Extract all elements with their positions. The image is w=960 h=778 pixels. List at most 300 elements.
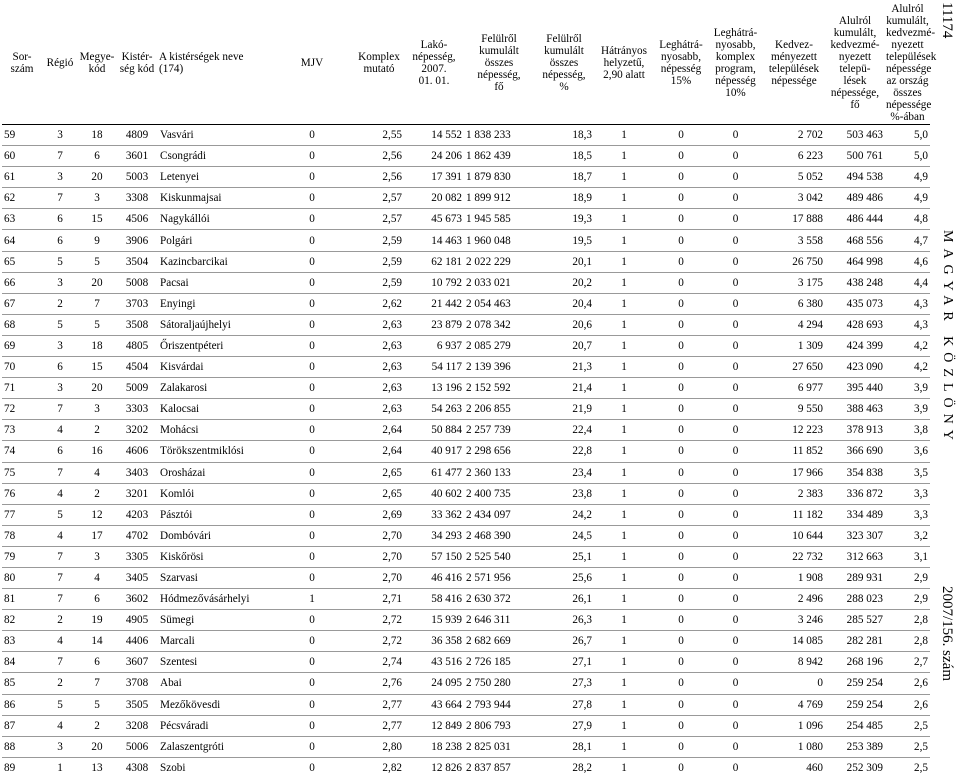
table-cell: 268 196 — [825, 652, 885, 673]
table-cell: 334 489 — [825, 504, 885, 525]
table-cell: 73 — [2, 420, 42, 441]
table-cell: 54 263 — [404, 399, 464, 420]
table-cell: 388 463 — [825, 399, 885, 420]
table-cell: Szobi — [160, 761, 186, 774]
table-row — [2, 251, 930, 272]
table-cell: 7 — [78, 293, 116, 314]
table-cell: 0 — [654, 567, 708, 588]
table-cell: 6 — [78, 652, 116, 673]
table-cell: 2,76 — [354, 673, 404, 694]
table-cell: 20 — [78, 736, 116, 757]
table-cell: 2 — [42, 610, 78, 631]
table-cell: 5009 — [116, 378, 158, 399]
table-cell: 486 444 — [825, 209, 885, 230]
table-row — [2, 230, 930, 251]
table-cell: 2,59 — [354, 230, 404, 251]
table-cell: 0 — [270, 272, 354, 293]
table-cell: 5 052 — [763, 167, 825, 188]
table-cell: Zalaszentgróti — [158, 736, 270, 757]
table-cell: 1 096 — [763, 715, 825, 736]
table-cell: 57 150 — [404, 546, 464, 567]
table-cell: 285 527 — [825, 610, 885, 631]
table-cell: 4,3 — [885, 293, 930, 314]
table-cell: 89 — [4, 761, 16, 774]
table-row — [2, 631, 930, 652]
table-row — [2, 483, 930, 504]
table-cell: 423 090 — [825, 357, 885, 378]
table-cell: 3 175 — [763, 272, 825, 293]
table-cell: 86 — [2, 694, 42, 715]
table-cell: 2 — [42, 293, 78, 314]
table-row — [2, 209, 930, 230]
table-cell: 500 761 — [825, 146, 885, 167]
table-cell: Marcali — [158, 631, 270, 652]
table-cell: 0 — [654, 525, 708, 546]
table-cell: 0 — [708, 441, 763, 462]
table-row — [2, 546, 930, 567]
table-cell: 3 — [78, 546, 116, 567]
table-cell: 0 — [654, 610, 708, 631]
table-cell: 21,9 — [534, 399, 594, 420]
table-cell: 14 — [78, 631, 116, 652]
column-header: Alulról kumulált, kedvezmé- nyezett települések népessége az ország összes népessége %-ában — [886, 3, 937, 123]
table-cell: 2 298 656 — [464, 441, 534, 462]
table-cell: Letenyei — [158, 167, 270, 188]
table-cell: 0 — [708, 694, 763, 715]
table-cell: 18 238 — [404, 736, 464, 757]
table-cell: 0 — [654, 462, 708, 483]
table-row — [2, 673, 930, 694]
table-cell: 0 — [708, 420, 763, 441]
table-cell: 12 223 — [763, 420, 825, 441]
table-cell: 7 — [42, 652, 78, 673]
table-cell: Csongrádi — [158, 146, 270, 167]
table-cell: 11 852 — [763, 441, 825, 462]
table-cell: 0 — [763, 673, 825, 694]
table-cell: 12 826 — [431, 761, 462, 774]
table-cell: 27,9 — [534, 715, 594, 736]
table-row — [2, 314, 930, 335]
table-cell: 24,2 — [534, 504, 594, 525]
table-cell: 438 248 — [825, 272, 885, 293]
issue-number: 2007/156. szám — [939, 586, 955, 681]
table-cell: 4 769 — [763, 694, 825, 715]
table-cell: 6 — [78, 589, 116, 610]
table-cell: 2,8 — [885, 631, 930, 652]
table-cell: 0 — [270, 167, 354, 188]
table-row — [2, 357, 930, 378]
table-cell: 3 042 — [763, 188, 825, 209]
table-cell: 0 — [708, 251, 763, 272]
table-row — [2, 504, 930, 525]
table-cell: 26,1 — [534, 589, 594, 610]
table-cell: 1 — [594, 589, 654, 610]
table-cell: 2,70 — [354, 567, 404, 588]
table-cell: 3,5 — [885, 462, 930, 483]
table-cell: 9 — [78, 230, 116, 251]
table-cell: 3703 — [116, 293, 158, 314]
table-cell: 2,55 — [354, 125, 404, 146]
table-cell: 21,4 — [534, 378, 594, 399]
table-cell: 1 — [594, 251, 654, 272]
table-cell: 3505 — [116, 694, 158, 715]
table-cell: 6 223 — [763, 146, 825, 167]
table-cell: 2 054 463 — [464, 293, 534, 314]
table-cell: 0 — [708, 525, 763, 546]
table-cell: 0 — [270, 504, 354, 525]
table-cell: Mezőkövesdi — [158, 694, 270, 715]
table-cell: 4905 — [116, 610, 158, 631]
table-cell: 27,1 — [534, 652, 594, 673]
table-cell: 2,5 — [885, 715, 930, 736]
table-cell: 50 884 — [404, 420, 464, 441]
table-cell: 4 — [42, 483, 78, 504]
table-cell: 2 646 311 — [464, 610, 534, 631]
table-cell: 5 — [42, 504, 78, 525]
table-cell: 1 — [594, 357, 654, 378]
table-cell: 43 664 — [404, 694, 464, 715]
table-cell: 0 — [654, 673, 708, 694]
table-cell: 3 246 — [763, 610, 825, 631]
table-cell: 3 — [42, 736, 78, 757]
table-cell: 0 — [708, 399, 763, 420]
table-cell: 24 206 — [404, 146, 464, 167]
table-cell: 20 — [78, 378, 116, 399]
table-row — [2, 567, 930, 588]
column-header: Leghátrá- nyosabb, népesség 15% — [654, 2, 708, 125]
table-cell: 2 022 229 — [464, 251, 534, 272]
table-cell: 23,8 — [534, 483, 594, 504]
table-cell: 2,59 — [354, 251, 404, 272]
table-cell: 1 — [594, 230, 654, 251]
table-cell: 28,2 — [572, 761, 592, 774]
table-cell: 72 — [2, 399, 42, 420]
table-cell: 0 — [708, 167, 763, 188]
table-cell: 18,9 — [534, 188, 594, 209]
table-cell: 0 — [270, 357, 354, 378]
table-cell: 1 — [594, 272, 654, 293]
table-cell: 3508 — [116, 314, 158, 335]
table-cell: 0 — [270, 462, 354, 483]
table-cell: 0 — [270, 230, 354, 251]
table-cell: 5,0 — [885, 125, 930, 146]
table-cell: 19,5 — [534, 230, 594, 251]
table-cell: 67 — [2, 293, 42, 314]
table-cell: 3208 — [116, 715, 158, 736]
table-cell: 1 — [594, 378, 654, 399]
table-cell: 0 — [270, 673, 354, 694]
table-cell: 85 — [2, 673, 42, 694]
table-cell: 7 — [42, 399, 78, 420]
table-cell: 494 538 — [825, 167, 885, 188]
table-cell: 20,4 — [534, 293, 594, 314]
table-cell: 3,9 — [885, 378, 930, 399]
table-cell: 15 — [78, 209, 116, 230]
table-cell: 15 — [78, 357, 116, 378]
table-row — [2, 188, 930, 209]
table-cell: 2 139 396 — [464, 357, 534, 378]
table-cell: 0 — [708, 504, 763, 525]
table-cell: 2,80 — [354, 736, 404, 757]
table-cell: 2 837 857 — [466, 761, 511, 774]
table-cell: 0 — [654, 125, 708, 146]
table-cell: 0 — [708, 335, 763, 356]
table-cell: 4 — [78, 462, 116, 483]
table-cell: 0 — [270, 610, 354, 631]
table-row — [2, 589, 930, 610]
table-cell: 3 558 — [763, 230, 825, 251]
table-cell: 2,77 — [354, 694, 404, 715]
table-cell: 26,7 — [534, 631, 594, 652]
table-cell: 26,3 — [534, 610, 594, 631]
table-cell: 289 931 — [825, 567, 885, 588]
table-cell: 22,4 — [534, 420, 594, 441]
table-row — [2, 462, 930, 483]
table-cell: 0 — [654, 715, 708, 736]
table-cell: Zalakarosi — [158, 378, 270, 399]
publication-title: MAGYAR KÖZLÖNY — [940, 230, 955, 446]
table-cell: 0 — [270, 293, 354, 314]
column-header: Megye- kód — [78, 2, 116, 125]
table-cell: 68 — [2, 314, 42, 335]
table-cell: 28,1 — [534, 736, 594, 757]
table-cell: 464 998 — [825, 251, 885, 272]
table-cell: 0 — [708, 188, 763, 209]
table-cell: 24,5 — [534, 525, 594, 546]
table-cell: 3601 — [116, 146, 158, 167]
column-header: Régió — [42, 2, 78, 125]
table-cell: 1 879 830 — [464, 167, 534, 188]
table-cell: 4203 — [116, 504, 158, 525]
table-cell: 1 945 585 — [464, 209, 534, 230]
table-cell: 0 — [654, 399, 708, 420]
table-cell: 0 — [270, 546, 354, 567]
table-cell: 0 — [708, 631, 763, 652]
table-cell: 0 — [678, 761, 684, 774]
table-cell: 4,8 — [885, 209, 930, 230]
table-cell: 0 — [708, 293, 763, 314]
table-body — [2, 125, 930, 778]
table-cell: Mohácsi — [158, 420, 270, 441]
table-cell: 36 358 — [404, 631, 464, 652]
page-number: 11174 — [939, 2, 955, 39]
table-cell: 10 792 — [404, 272, 464, 293]
table-cell: 18,7 — [534, 167, 594, 188]
table-cell: 2,63 — [354, 399, 404, 420]
table-cell: 252 309 — [846, 761, 883, 774]
table-cell: 3,1 — [885, 546, 930, 567]
table-cell: 46 416 — [404, 567, 464, 588]
table-cell: 83 — [2, 631, 42, 652]
table-row — [2, 736, 930, 757]
table-row — [2, 335, 930, 356]
table-cell: 0 — [654, 335, 708, 356]
table-cell: 12 — [78, 504, 116, 525]
table-cell: 0 — [270, 146, 354, 167]
table-cell: 0 — [270, 209, 354, 230]
table-cell: Pásztói — [158, 504, 270, 525]
table-cell: 21,3 — [534, 357, 594, 378]
table-cell: 4 — [78, 567, 116, 588]
table-cell: 0 — [708, 357, 763, 378]
table-cell: 0 — [654, 378, 708, 399]
table-cell: 34 293 — [404, 525, 464, 546]
table-cell: 254 485 — [825, 715, 885, 736]
table-cell: 0 — [708, 314, 763, 335]
table-row — [2, 167, 930, 188]
table-cell: 33 362 — [404, 504, 464, 525]
table-cell: 0 — [270, 652, 354, 673]
table-cell: 79 — [2, 546, 42, 567]
table-cell: 10 644 — [763, 525, 825, 546]
table-cell: 3 — [78, 399, 116, 420]
column-header: Felülről kumulált összes népesség, % — [534, 2, 594, 125]
table-cell: 0 — [654, 146, 708, 167]
table-cell: 323 307 — [825, 525, 885, 546]
table-cell: Hódmezővásárhelyi — [158, 589, 270, 610]
table-cell: 1 — [594, 188, 654, 209]
table-cell: 14 552 — [404, 125, 464, 146]
table-cell: 0 — [708, 272, 763, 293]
table-row — [2, 399, 930, 420]
table-cell: 0 — [654, 631, 708, 652]
table-cell: 19 — [78, 610, 116, 631]
table-cell: 2 078 342 — [464, 314, 534, 335]
table-cell: 2 — [78, 420, 116, 441]
table-cell: Polgári — [158, 230, 270, 251]
table-cell: 2,59 — [354, 272, 404, 293]
table-cell: 2 630 372 — [464, 589, 534, 610]
table-cell: 2 — [78, 715, 116, 736]
table-cell: 18,3 — [534, 125, 594, 146]
table-cell: 2 750 280 — [464, 673, 534, 694]
table-cell: 0 — [654, 357, 708, 378]
table-cell: 1 — [594, 546, 654, 567]
table-cell: 20 082 — [404, 188, 464, 209]
table-cell: 20,1 — [534, 251, 594, 272]
table-cell: 2,64 — [354, 420, 404, 441]
table-cell: 0 — [270, 441, 354, 462]
table-cell: 2,63 — [354, 378, 404, 399]
table-cell: 4 — [42, 420, 78, 441]
table-cell: 2,64 — [354, 441, 404, 462]
table-cell: 3,3 — [885, 504, 930, 525]
table-cell: 2 257 739 — [464, 420, 534, 441]
table-cell: 0 — [654, 167, 708, 188]
data-table — [2, 2, 937, 778]
table-header-row — [2, 2, 930, 125]
table-cell: 3305 — [116, 546, 158, 567]
table-cell: 2,6 — [885, 694, 930, 715]
table-cell: 70 — [2, 357, 42, 378]
table-cell: 0 — [654, 272, 708, 293]
table-cell: 2 400 735 — [464, 483, 534, 504]
table-cell: 8 942 — [763, 652, 825, 673]
table-cell: 0 — [708, 610, 763, 631]
table-cell: 4 294 — [763, 314, 825, 335]
table-cell: 0 — [270, 378, 354, 399]
table-cell: 2 682 669 — [464, 631, 534, 652]
table-cell: 62 181 — [404, 251, 464, 272]
table-cell: 0 — [708, 462, 763, 483]
table-cell: 6 937 — [404, 335, 464, 356]
table-cell: 2 468 390 — [464, 525, 534, 546]
table-cell: 3 — [42, 125, 78, 146]
table-cell: 2 033 021 — [464, 272, 534, 293]
table-cell: 0 — [270, 525, 354, 546]
table-cell: 1 — [594, 167, 654, 188]
table-cell: 6 — [42, 209, 78, 230]
table-cell: 17 391 — [404, 167, 464, 188]
table-cell: 0 — [654, 251, 708, 272]
table-cell: 1 — [594, 146, 654, 167]
table-cell: 2,5 — [885, 736, 930, 757]
table-cell: 0 — [654, 736, 708, 757]
column-header: Lakó- népesség, 2007. 01. 01. — [404, 2, 464, 125]
table-cell: 2,8 — [885, 610, 930, 631]
table-cell: 2,69 — [354, 504, 404, 525]
table-cell: 460 — [806, 761, 823, 774]
table-cell: 62 — [2, 188, 42, 209]
table-cell: 69 — [2, 335, 42, 356]
table-cell: 1 960 048 — [464, 230, 534, 251]
table-cell: 17 888 — [763, 209, 825, 230]
table-cell: 2 525 540 — [464, 546, 534, 567]
table-cell: 63 — [2, 209, 42, 230]
column-header: Kedvez- ményezett települések népessége — [763, 2, 825, 125]
column-header: Alulról kumulált, kedvezmé- nyezett telepü- lések népessége, fő — [825, 2, 885, 125]
table-cell: 4,7 — [885, 230, 930, 251]
table-cell: 5 — [42, 314, 78, 335]
table-cell: 0 — [654, 652, 708, 673]
table-cell: 2 360 133 — [464, 462, 534, 483]
table-cell: 2,63 — [354, 314, 404, 335]
table-cell: 0 — [708, 715, 763, 736]
table-cell: 88 — [2, 736, 42, 757]
table-cell: 14 085 — [763, 631, 825, 652]
table-cell: 27 650 — [763, 357, 825, 378]
table-cell: 0 — [654, 420, 708, 441]
table-cell: 0 — [654, 209, 708, 230]
table-cell: 22,8 — [534, 441, 594, 462]
table-cell: 0 — [708, 673, 763, 694]
table-cell: 4702 — [116, 525, 158, 546]
table-cell: 4,2 — [885, 357, 930, 378]
table-cell: 6 — [42, 230, 78, 251]
table-cell: 1 — [594, 399, 654, 420]
table-cell: 3405 — [116, 567, 158, 588]
table-cell: 0 — [654, 293, 708, 314]
table-cell: 0 — [708, 378, 763, 399]
table-cell: 27,8 — [534, 694, 594, 715]
table-cell: 4504 — [116, 357, 158, 378]
table-cell: 366 690 — [825, 441, 885, 462]
table-cell: 2 806 793 — [464, 715, 534, 736]
table-cell: 7 — [42, 188, 78, 209]
table-cell: 5 — [42, 694, 78, 715]
table-cell: 0 — [654, 441, 708, 462]
table-cell: 2 — [78, 483, 116, 504]
table-cell: 3 — [42, 272, 78, 293]
table-cell: 1 — [594, 652, 654, 673]
table-cell: 259 254 — [825, 673, 885, 694]
table-cell: 2 726 185 — [464, 652, 534, 673]
table-cell: 428 693 — [825, 314, 885, 335]
table-cell: Dombóvári — [158, 525, 270, 546]
table-cell: 0 — [708, 209, 763, 230]
table-cell: Komlói — [158, 483, 270, 504]
table-cell: 18,5 — [534, 146, 594, 167]
